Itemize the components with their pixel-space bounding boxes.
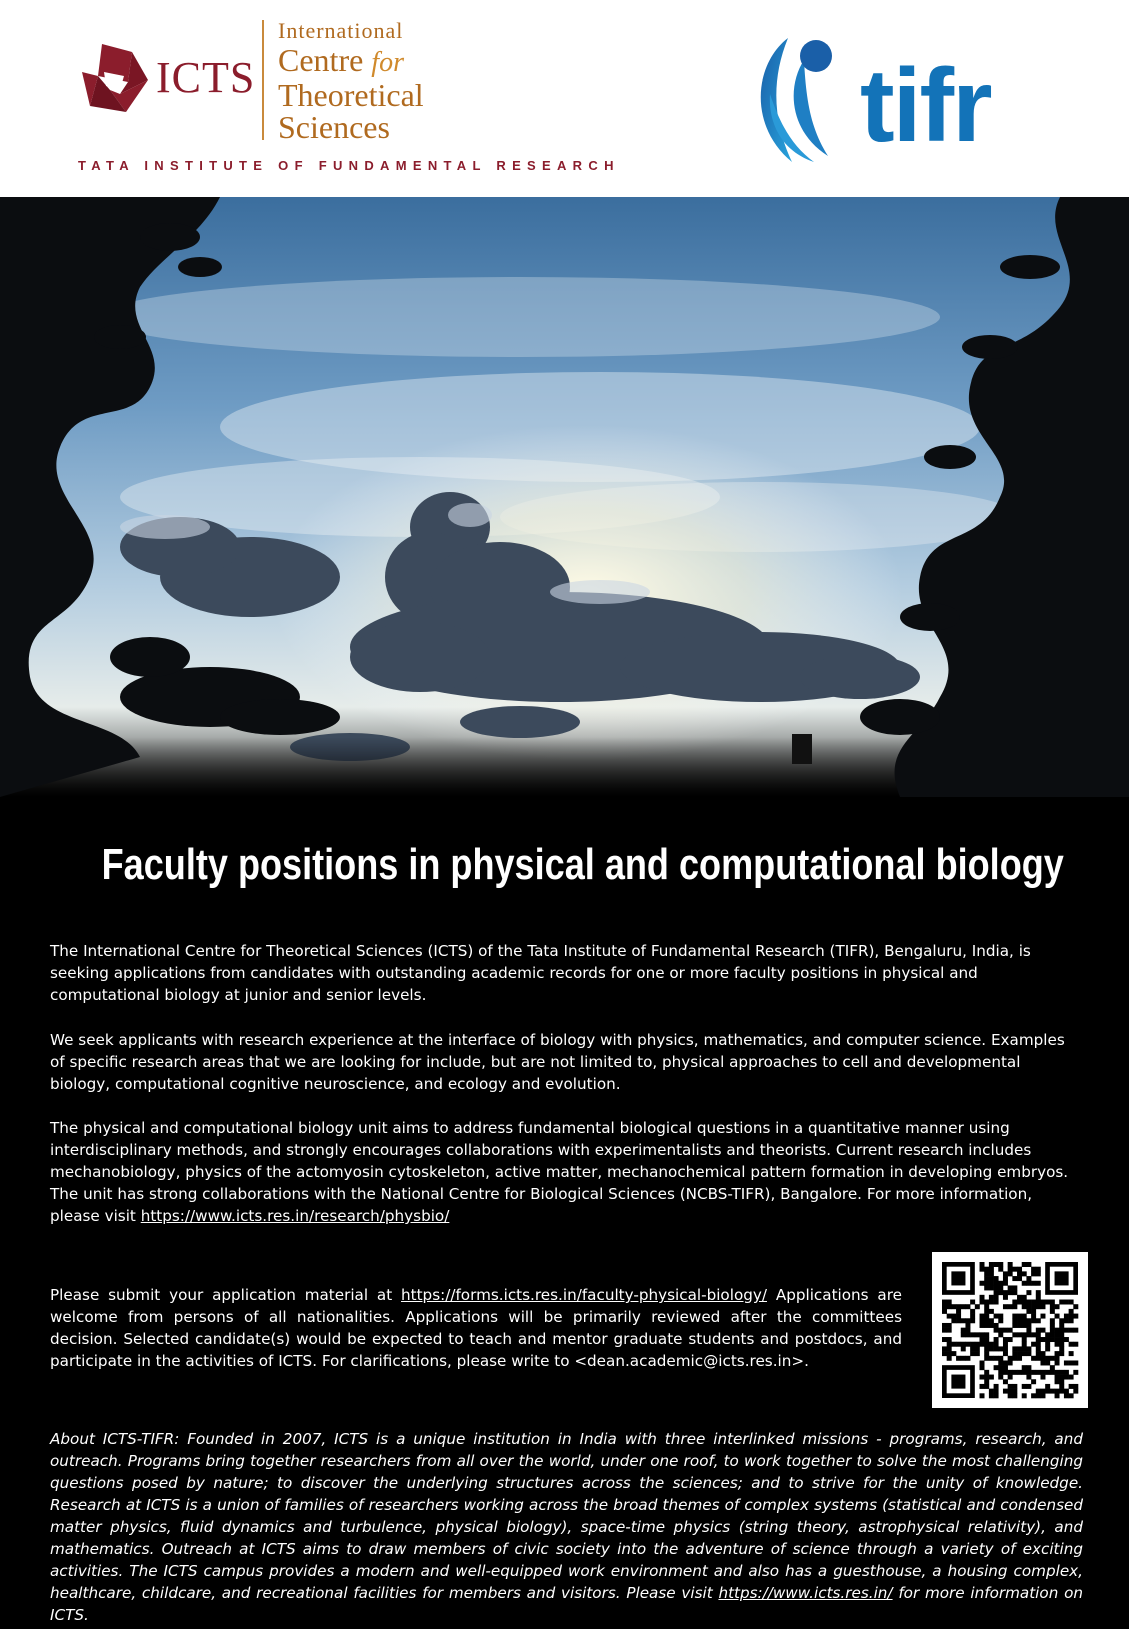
- qr-code-icon[interactable]: [932, 1252, 1088, 1408]
- application-paragraph-details: Applications are welcome from persons of all nationalities. Applications will be primarily reviewed after the committees decision. Selected candidate(s) would be expected to teach and mentor graduate students and postdocs, and participate in the activities of ICTS. For clarifications, please write to <dean.academic@icts.res.in>.: [50, 1286, 902, 1370]
- parent-institute-name: TATA INSTITUTE OF FUNDAMENTAL RESEARCH: [78, 158, 620, 173]
- tifr-logo-text: tifr: [860, 48, 991, 164]
- header: [0, 0, 1129, 197]
- centre-name: [278, 18, 538, 143]
- physbio-link[interactable]: https://www.icts.res.in/research/physbio/: [140, 1207, 450, 1225]
- unit-paragraph: [50, 1117, 1080, 1227]
- icts-logo-text: ICTS: [156, 53, 256, 102]
- research-areas-paragraph: We seek applicants with research experience at the interface of biology with physics, mathematics, and computer science. Examples of specific research areas that we are looking for include, but are not limited to, physical approaches to cell and developmental biology, computational cognitive neuroscience, and ecology and evolution.: [50, 1031, 1065, 1093]
- centre-name-line1: [278, 18, 538, 44]
- logo-divider: [262, 20, 264, 140]
- about-paragraph-end: for more information on ICTS.: [50, 1584, 1083, 1624]
- centre-name-line4: Sciences: [278, 109, 390, 145]
- sky-photo-image: [0, 197, 1129, 797]
- application-paragraph: [50, 1284, 902, 1372]
- application-form-link[interactable]: https://forms.icts.res.in/faculty-physical-biology/: [401, 1286, 767, 1304]
- about-paragraph: [50, 1428, 1083, 1626]
- application-paragraph-intro: Please submit your application material at: [50, 1286, 402, 1304]
- centre-name-for: for: [371, 47, 404, 78]
- page-title: Faculty positions in physical and computational biology: [101, 840, 1064, 889]
- intro-paragraph: The International Centre for Theoretical Sciences (ICTS) of the Tata Institute of Fundamental Research (TIFR), Bengaluru, India, is seeking applications from candidates with outstanding academic records for one or more faculty positions in physical and computational biology at junior and senior levels.: [50, 942, 1031, 1004]
- sky-photo: [0, 197, 1129, 797]
- qr-code-graphic: [932, 1252, 1088, 1408]
- centre-name-centre: Centre: [278, 42, 364, 78]
- icts-website-link[interactable]: https://www.icts.res.in/: [718, 1584, 893, 1602]
- centre-name-line2: [278, 44, 538, 79]
- unit-paragraph-text: The physical and computational biology unit aims to address fundamental biological questions in a quantitative manner using interdisciplinary methods, and strongly encourages collaborations with experimentalists and theorists. Current research includes mechanobiology, physics of the actomyosin cytoskeleton, active matter, mechanochemical pattern formation in developing embryos. The unit has strong collaborations with the National Centre for Biological Sciences (NCBS-TIFR), Bangalore. For more information, please visit: [50, 1119, 1069, 1225]
- centre-name-international: International: [278, 18, 404, 43]
- icts-logo-icon: [80, 42, 150, 114]
- about-paragraph-text: About ICTS-TIFR: Founded in 2007, ICTS is a unique institution in India with three interlinked missions - programs, research, and outreach. Programs bring together researchers from all over the world, under one roof, to work together to solve the most challenging questions posed by nature; to discover the underlying structures across the sciences; and to strive for the unity of knowledge. Research at ICTS is a union of families of researchers working across the broad themes of complex systems (statistical and condensed matter physics, fluid dynamics and turbulence, physical biology), space-time physics (string theory, astrophysical relativity), and mathematics. Outreach at ICTS aims to draw members of civic society into the adventure of science through a variety of exciting activities. The ICTS campus provides a modern and well-equipped work environment and also has a guesthouse, a housing complex, healthcare, childcare, and recreational facilities for members and visitors. Please visit: [50, 1430, 1083, 1602]
- centre-name-line3: Theoretical: [278, 77, 424, 113]
